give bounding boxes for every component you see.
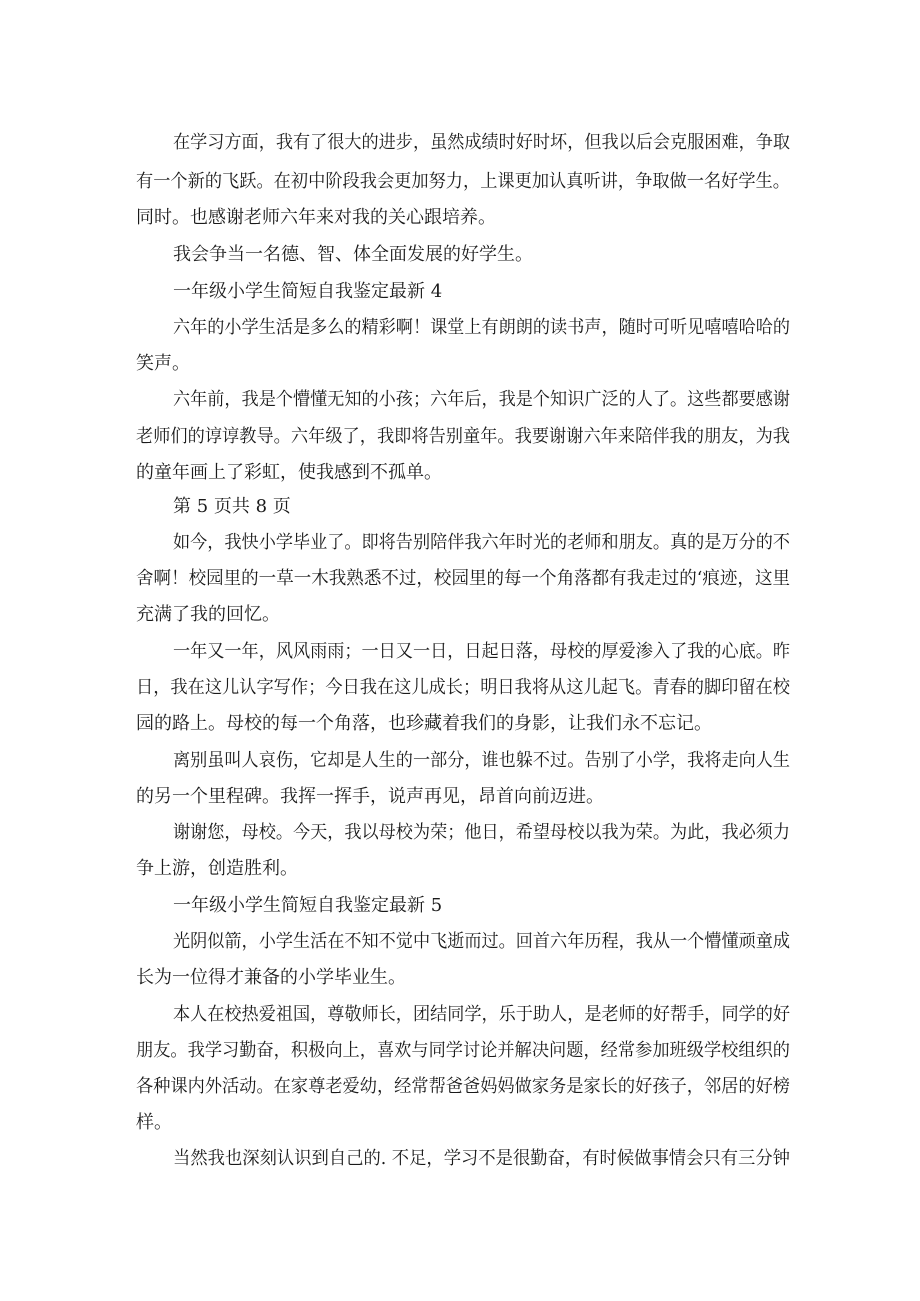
paragraph-line: 一年又一年，风风雨雨；一日又一日，日起日落，母校的厚爱渗入了我的心底。昨 [173, 641, 790, 662]
paragraph-line: 本人在校热爱祖国，尊敬师长，团结同学，乐于助人，是老师的好帮手，同学的好 [173, 1004, 790, 1025]
paragraph-line: 同时。也感谢老师六年来对我的关心跟培养。 [136, 207, 496, 228]
paragraph-line: 有一个新的飞跃。在初中阶段我会更加努力，上课更加认真听讲，争取做一名好学生。 [136, 171, 790, 192]
paragraph-line: 老师们的谆谆教导。六年级了，我即将告别童年。我要谢谢六年来陪伴我的朋友，为我 [136, 426, 790, 447]
paragraph-line: 六年前，我是个懵懂无知的小孩；六年后，我是个知识广泛的人了。这些都要感谢 [173, 389, 790, 410]
paragraph-line: 日，我在这儿认字写作；今日我在这儿成长；明日我将从这儿起飞。青春的脚印留在校 [136, 677, 790, 698]
paragraph-line: 充满了我的回忆。 [136, 604, 280, 625]
page-number: 第 5 页共 8 页 [173, 496, 291, 517]
paragraph-line: 样。 [136, 1112, 172, 1133]
paragraph-line: 的另一个里程碑。我挥一挥手，说声再见，昂首向前迈进。 [136, 786, 604, 807]
section-heading: 一年级小学生简短自我鉴定最新 5 [173, 895, 443, 916]
paragraph-line: 在学习方面，我有了很大的进步，虽然成绩时好时坏，但我以后会克服困难，争取 [173, 132, 790, 153]
paragraph-line: 谢谢您，母校。今天，我以母校为荣；他日，希望母校以我为荣。为此，我必须力 [173, 822, 790, 843]
paragraph-line: 争上游，创造胜利。 [136, 858, 298, 879]
paragraph-line: 的童年画上了彩虹，使我感到不孤单。 [136, 462, 442, 483]
paragraph-line: 当然我也深刻认识到自己的. 不足，学习不是很勤奋，有时候做事情会只有三分钟 [173, 1148, 790, 1169]
paragraph-line: 如今，我快小学毕业了。即将告别陪伴我六年时光的老师和朋友。真的是万分的不 [173, 532, 790, 553]
paragraph-line: 各种课内外活动。在家尊老爱幼，经常帮爸爸妈妈做家务是家长的好孩子，邻居的好榜 [136, 1076, 790, 1097]
paragraph-line: 长为一位得才兼备的小学毕业生。 [136, 967, 406, 988]
paragraph-line: 舍啊！校园里的一草一木我熟悉不过，校园里的每一个角落都有我走过的‘痕迹，这里 [136, 568, 790, 589]
paragraph-line: 离别虽叫人哀伤，它却是人生的一部分，谁也躲不过。告别了小学，我将走向人生 [173, 750, 790, 771]
paragraph-line: 笑声。 [136, 353, 190, 374]
paragraph-line: 朋友。我学习勤奋，积极向上，喜欢与同学讨论并解决问题，经常参加班级学校组织的 [136, 1040, 790, 1061]
paragraph-line: 我会争当一名德、智、体全面发展的好学生。 [173, 244, 533, 265]
section-heading: 一年级小学生简短自我鉴定最新 4 [173, 281, 443, 302]
paragraph-line: 六年的小学生活是多么的精彩啊！课堂上有朗朗的读书声，随时可听见嘻嘻哈哈的 [173, 317, 790, 338]
paragraph-line: 光阴似箭，小学生活在不知不觉中飞逝而过。回首六年历程，我从一个懵懂顽童成 [173, 931, 790, 952]
paragraph-line: 园的路上。母校的每一个角落，也珍藏着我们的身影，让我们永不忘记。 [136, 713, 712, 734]
